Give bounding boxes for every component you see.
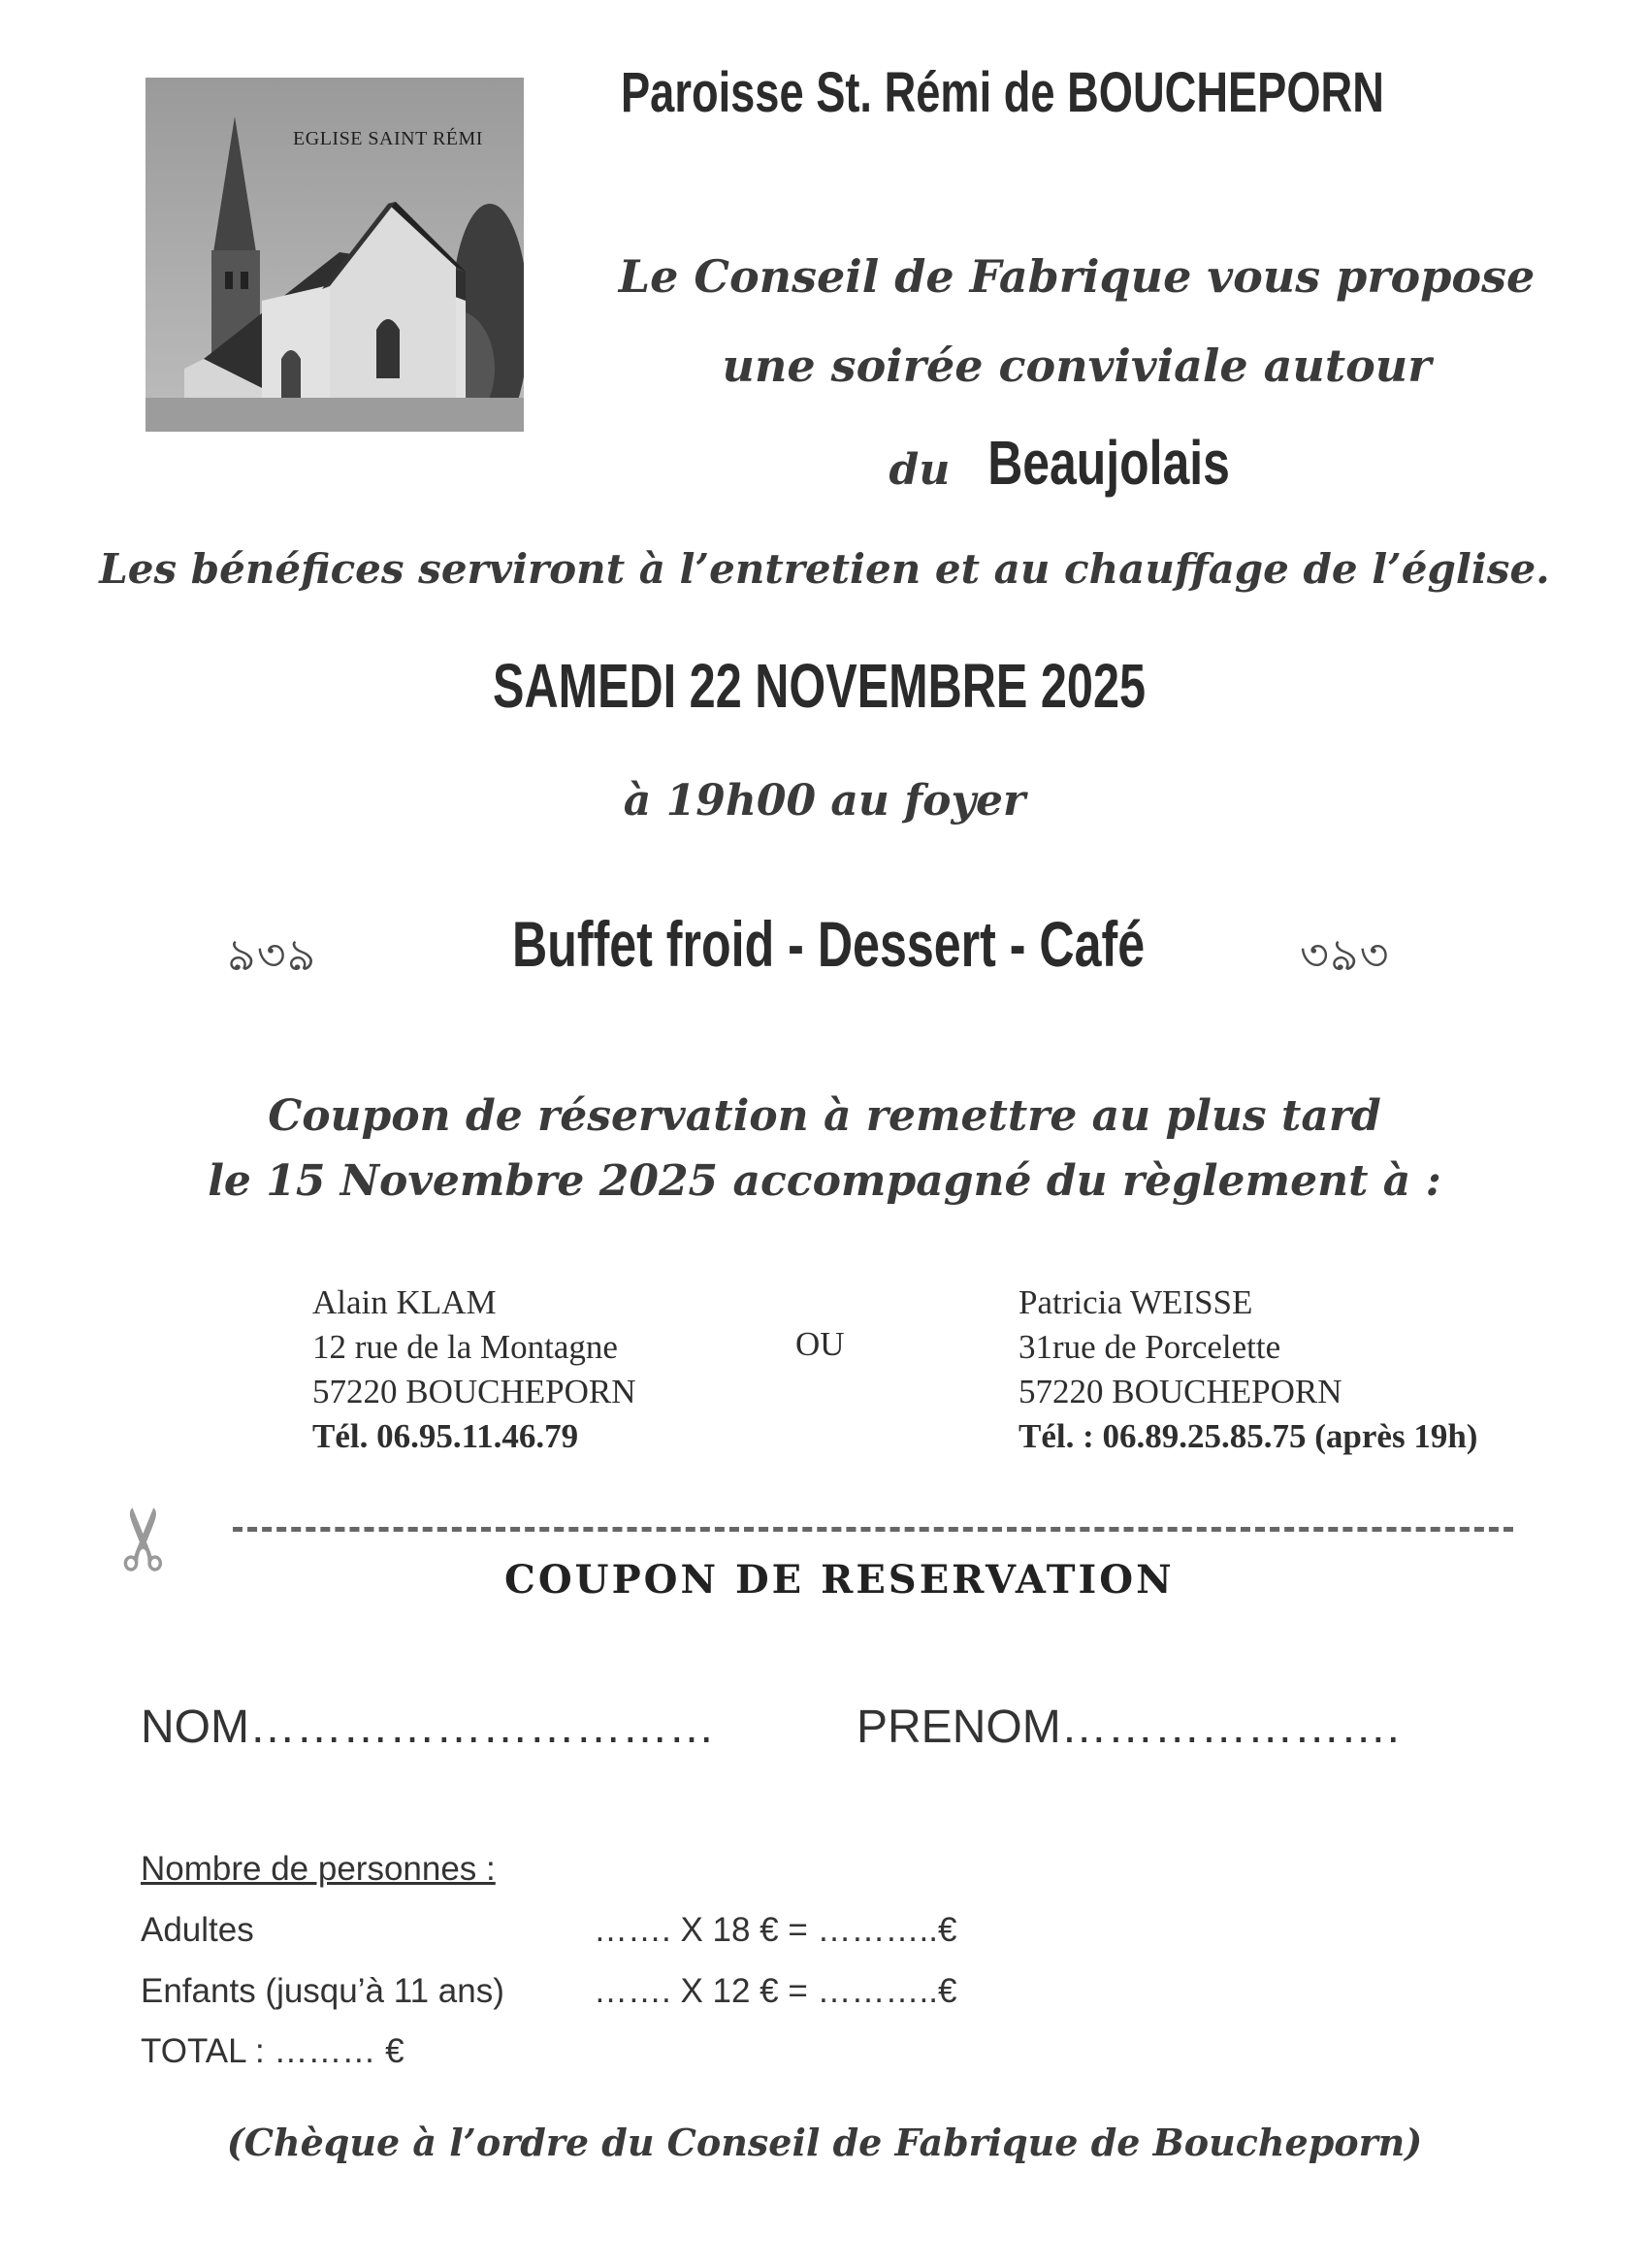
ornament-right-icon: ৩ঌ৩ <box>1300 928 1391 981</box>
contact-left <box>312 1280 636 1459</box>
deadline-line-2: le 15 Novembre 2025 accompagné du règlement à : <box>208 1156 1441 1206</box>
prenom-field[interactable]: PRENOM…………………. <box>857 1701 1401 1753</box>
ornament-left-icon: ঌ৩ঌ <box>228 928 317 981</box>
adults-calc-field[interactable]: ……. X 18 € = ………..€ <box>594 1911 957 1949</box>
adults-label: Adultes <box>141 1911 254 1949</box>
event-date: SAMEDI 22 NOVEMBRE 2025 <box>493 651 1147 721</box>
benefits-text: Les bénéfices serviront à l’entretien et au chauffage de l’église. <box>99 545 1550 593</box>
contact-left-city: 57220 BOUCHEPORN <box>312 1373 636 1410</box>
beaujolais-heading: Beaujolais <box>987 428 1231 498</box>
contact-left-street: 12 rue de la Montagne <box>312 1328 618 1366</box>
contact-left-phone: Tél. 06.95.11.46.79 <box>312 1417 579 1455</box>
photo-caption: EGLISE SAINT RÉMI <box>293 128 483 149</box>
intro-line-3-prefix: du <box>889 445 951 495</box>
page-title: Paroisse St. Rémi de BOUCHEPORN <box>621 61 1384 124</box>
church-photo <box>146 78 524 432</box>
contact-separator: OU <box>795 1325 845 1363</box>
intro-line-3 <box>543 427 1610 498</box>
contact-right-name: Patricia WEISSE <box>1018 1283 1253 1321</box>
contact-right <box>1018 1280 1477 1459</box>
intro-line-1: Le Conseil de Fabrique vous propose <box>618 250 1536 303</box>
children-calc-field[interactable]: ……. X 12 € = ………..€ <box>594 1972 957 2010</box>
event-time: à 19h00 au foyer <box>623 776 1026 826</box>
children-label: Enfants (jusqu’à 11 ans) <box>141 1972 504 2010</box>
nom-field[interactable]: NOM………………………… <box>141 1701 715 1753</box>
cut-line <box>233 1527 1513 1532</box>
persons-label: Nombre de personnes : <box>141 1850 496 1888</box>
contact-left-name: Alain KLAM <box>312 1283 497 1321</box>
total-field[interactable]: TOTAL : ……… € <box>141 2032 404 2070</box>
deadline-line-1: Coupon de réservation à remettre au plus tard <box>268 1091 1381 1141</box>
intro-line-2: une soirée conviviale autour <box>722 340 1432 392</box>
coupon-title: COUPON DE RESERVATION <box>504 1557 1175 1603</box>
scissors-icon: ✂ <box>94 1503 195 1575</box>
contact-right-city: 57220 BOUCHEPORN <box>1018 1373 1342 1410</box>
cheque-note: (Chèque à l’ordre du Conseil de Fabrique de Boucheporn) <box>226 2121 1423 2164</box>
contact-right-street: 31rue de Porcelette <box>1018 1328 1281 1366</box>
contact-right-phone: Tél. : 06.89.25.85.75 (après 19h) <box>1018 1417 1478 1455</box>
menu-heading: Buffet froid - Dessert - Café <box>512 908 1146 980</box>
